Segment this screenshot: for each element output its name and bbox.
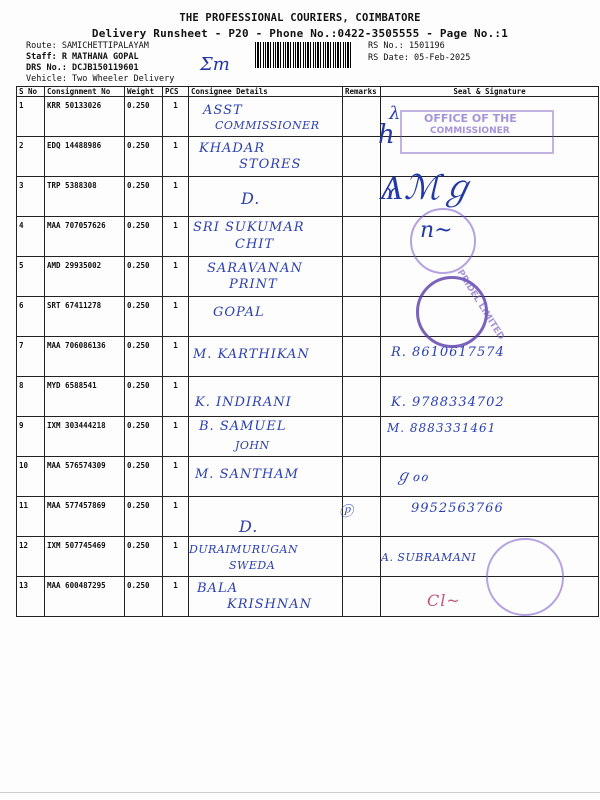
consignee-line: K. INDIRANI <box>195 395 292 410</box>
sno-cell: 10 <box>17 457 45 497</box>
table-row <box>17 417 599 457</box>
remarks-cell <box>343 297 381 337</box>
consignment-cell: MAA 577457869 <box>45 497 125 537</box>
consignment-cell: SRT 67411278 <box>45 297 125 337</box>
remarks-cell <box>343 537 381 577</box>
consignee-line: M. KARTHIKAN <box>193 347 310 362</box>
sno-cell: 12 <box>17 537 45 577</box>
round-stamp <box>416 276 488 348</box>
consignee-line: JOHN <box>235 439 270 452</box>
table-row <box>17 217 599 257</box>
table-row <box>17 497 599 537</box>
round-stamp-bottom <box>486 538 564 616</box>
office-seal-line2: COMMISSIONER <box>430 126 510 136</box>
consignment-cell: MAA 706086136 <box>45 337 125 377</box>
signature-mark: ℊℴℴ <box>395 466 429 485</box>
table-row <box>17 377 599 417</box>
weight-cell: 0.250 <box>125 337 163 377</box>
pcs-cell: 1 <box>163 497 189 537</box>
remarks-cell <box>343 377 381 417</box>
consignment-cell: MYD 6588541 <box>45 377 125 417</box>
sno-cell: 3 <box>17 177 45 217</box>
remarks-cell <box>343 417 381 457</box>
consignee-line: D. <box>239 517 259 536</box>
col-pcs: PCS <box>163 87 189 97</box>
weight-cell: 0.250 <box>125 537 163 577</box>
consignee-cell <box>189 217 343 257</box>
col-seal-signature: Seal & Signature <box>381 87 599 97</box>
pcs-cell: 1 <box>163 97 189 137</box>
weight-cell: 0.250 <box>125 577 163 617</box>
seal-cell <box>381 457 599 497</box>
table-row <box>17 177 599 217</box>
consignee-line: GOPAL <box>213 305 265 320</box>
runsheet-subtitle: Delivery Runsheet - P20 - Phone No.:0422-3505555 - Page No.:1 <box>91 27 509 40</box>
sno-cell: 2 <box>17 137 45 177</box>
pcs-cell: 1 <box>163 137 189 177</box>
remarks-cell <box>343 217 381 257</box>
consignee-line: SARAVANAN <box>207 261 303 276</box>
weight-cell: 0.250 <box>125 297 163 337</box>
table-row <box>17 257 599 297</box>
consignee-line: COMMISSIONER <box>215 119 320 132</box>
consignee-line: D. <box>241 189 261 208</box>
pcs-cell: 1 <box>163 337 189 377</box>
weight-cell: 0.250 <box>125 257 163 297</box>
consignment-cell: EDQ 14488986 <box>45 137 125 177</box>
pcs-cell: 1 <box>163 217 189 257</box>
weight-cell: 0.250 <box>125 417 163 457</box>
page-edge <box>0 792 600 793</box>
consignment-cell: AMD 29935002 <box>45 257 125 297</box>
sno-cell: 7 <box>17 337 45 377</box>
sno-cell: 11 <box>17 497 45 537</box>
signature-name: A. SUBRAMANI <box>381 551 477 564</box>
sno-cell: 13 <box>17 577 45 617</box>
rs-number: RS No.: 1501196 <box>368 41 445 51</box>
remarks-cell <box>343 577 381 617</box>
consignee-line: ASST <box>203 103 243 118</box>
consignment-cell: TRP 5388308 <box>45 177 125 217</box>
table-row <box>17 457 599 497</box>
drs-label: DRS No.: DCJB150119601 <box>26 63 139 73</box>
table-header-row <box>17 87 599 97</box>
consignment-cell: MAA 576574309 <box>45 457 125 497</box>
signature-row3: Ѧℳℊ <box>380 168 475 208</box>
sno-cell: 1 <box>17 97 45 137</box>
table-row <box>17 297 599 337</box>
signature-phone: M. 8883331461 <box>387 421 497 435</box>
consignee-cell <box>189 97 343 137</box>
sno-cell: 5 <box>17 257 45 297</box>
seal-cell <box>381 417 599 457</box>
delivery-table <box>16 86 599 617</box>
consignment-cell: IXM 303444218 <box>45 417 125 457</box>
remarks-cell <box>343 257 381 297</box>
remarks-cell <box>343 97 381 137</box>
consignee-cell <box>189 337 343 377</box>
signature-mark: Cl~ <box>427 591 461 610</box>
weight-cell: 0.250 <box>125 497 163 537</box>
consignee-line: SRI SUKUMAR <box>193 220 305 235</box>
consignee-cell <box>189 377 343 417</box>
table-row <box>17 337 599 377</box>
col-remarks: Remarks <box>343 87 381 97</box>
round-stamp-text: PRIDEL LIMITED <box>454 268 506 342</box>
pcs-cell: 1 <box>163 417 189 457</box>
remarks-mark: ⓟ <box>339 504 354 520</box>
consignment-cell: KRR 50133026 <box>45 97 125 137</box>
consignee-cell <box>189 177 343 217</box>
consignee-cell <box>189 577 343 617</box>
consignment-cell: IXM 507745469 <box>45 537 125 577</box>
weight-cell: 0.250 <box>125 137 163 177</box>
weight-cell: 0.250 <box>125 177 163 217</box>
pcs-cell: 1 <box>163 257 189 297</box>
signature-phone: K. 9788334702 <box>391 395 505 410</box>
staff-signature: Σm <box>200 54 230 75</box>
barcode <box>255 42 353 68</box>
consignee-cell <box>189 297 343 337</box>
remarks-cell <box>339 497 381 537</box>
remarks-cell <box>343 137 381 177</box>
sno-cell: 9 <box>17 417 45 457</box>
consignee-line: SWEDA <box>229 559 276 572</box>
col-consignee: Consignee Details <box>189 87 343 97</box>
vehicle-label: Vehicle: Two Wheeler Delivery <box>26 74 175 84</box>
consignee-cell <box>189 137 343 177</box>
company-title: THE PROFESSIONAL COURIERS, COIMBATORE <box>179 12 421 24</box>
consignee-line: DURAIMURUGAN <box>189 543 299 556</box>
consignment-cell: MAA 707057626 <box>45 217 125 257</box>
seal-cell <box>381 337 599 377</box>
pcs-cell: 1 <box>163 177 189 217</box>
office-seal-line1: OFFICE OF THE <box>424 112 517 125</box>
consignee-line: PRINT <box>229 277 278 292</box>
pcs-cell: 1 <box>163 457 189 497</box>
consignee-cell <box>189 497 343 537</box>
sno-cell: 8 <box>17 377 45 417</box>
weight-cell: 0.250 <box>125 377 163 417</box>
consignment-cell: MAA 600487295 <box>45 577 125 617</box>
remarks-cell <box>343 337 381 377</box>
consignee-line: B. SAMUEL <box>199 419 287 434</box>
rs-date: RS Date: 05-Feb-2025 <box>368 53 471 63</box>
col-sno: S No <box>17 87 45 97</box>
remarks-cell <box>343 457 381 497</box>
consignee-cell <box>189 257 343 297</box>
signature-row1: h <box>378 120 395 150</box>
consignee-cell <box>189 417 343 457</box>
col-weight: Weight <box>125 87 163 97</box>
pcs-cell: 1 <box>163 537 189 577</box>
signature-phone: R. 8610617574 <box>391 345 505 360</box>
consignee-line: KRISHNAN <box>227 597 313 612</box>
weight-cell: 0.250 <box>125 97 163 137</box>
consignee-cell <box>189 457 343 497</box>
remarks-cell <box>343 177 381 217</box>
seal-cell <box>381 497 599 537</box>
pcs-cell: 1 <box>163 577 189 617</box>
round-stamp-faint <box>410 208 476 274</box>
route-label: Route: SAMICHETTIPALAYAM <box>26 41 149 51</box>
signature-row4: n~ <box>420 218 453 243</box>
sno-cell: 4 <box>17 217 45 257</box>
consignee-line: STORES <box>239 157 302 172</box>
consignee-line: BALA <box>197 581 238 596</box>
consignee-line: KHADAR <box>199 141 266 156</box>
pcs-cell: 1 <box>163 297 189 337</box>
seal-cell <box>381 377 599 417</box>
consignee-cell <box>189 537 343 577</box>
col-consignment: Consignment No <box>45 87 125 97</box>
consignee-line: CHIT <box>235 237 275 252</box>
consignee-line: M. SANTHAM <box>195 467 299 482</box>
signature-phone: 9952563766 <box>411 501 504 516</box>
pcs-cell: 1 <box>163 377 189 417</box>
staff-label: Staff: R MATHANA GOPAL <box>26 52 139 62</box>
seal-cell <box>381 257 599 297</box>
weight-cell: 0.250 <box>125 217 163 257</box>
sno-cell: 6 <box>17 297 45 337</box>
signature-mark: λ <box>389 103 402 124</box>
weight-cell: 0.250 <box>125 457 163 497</box>
